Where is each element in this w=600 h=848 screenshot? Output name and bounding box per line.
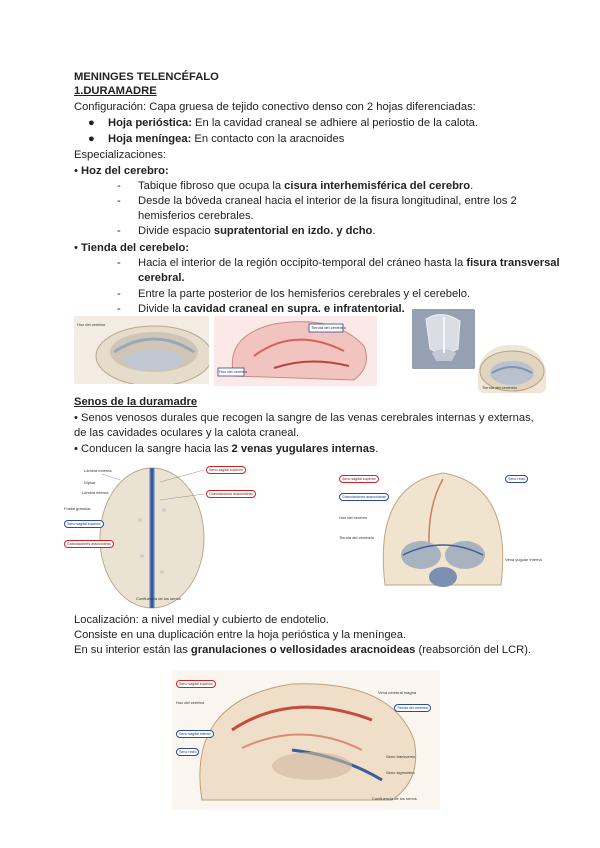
bullet-hoja-periostica: ● Hoja perióstica: En la cavidad craneal se adhiere al periostio de la calota.	[88, 117, 479, 129]
fig2-right-label-0: Seno sagital superior	[339, 475, 379, 483]
fig2-right-label-2: Hoz del cerebro	[339, 515, 368, 520]
hoz-item-3: - Divide espacio supratentorial en izdo. y dcho.	[117, 225, 376, 237]
fig2-right-label-5: Vena yugular interna	[505, 557, 542, 562]
tienda-item-3: - Divide la cavidad craneal en supra. e infratentorial.	[117, 303, 405, 315]
calota-illustration	[60, 460, 310, 610]
hoz-heading: • Hoz del cerebro:	[74, 165, 169, 177]
fig2-right-label-1: Granulaciones aracnoideas	[339, 493, 389, 501]
fig3-left-label-1: Hoz del cerebro	[176, 700, 205, 705]
fig1-label-c: Hoz del cerebro	[219, 369, 248, 374]
fig2-right-label-4: Seno recto	[505, 475, 528, 483]
fig2-left-box-2: Granulaciones aracnoideas	[64, 540, 114, 548]
figure-dura-model-photo	[412, 309, 475, 369]
hoz-item-1: - Tabique fibroso que ocupa la cisura interhemisférica del cerebro.	[117, 180, 474, 192]
sagittal-dura-illustration	[214, 316, 377, 386]
hoz-item-2: - Desde la bóveda craneal hacia el interior de la fisura longitudinal, entre los 2	[117, 195, 517, 207]
fig3-right-label-0: Vena cerebral magna	[378, 690, 417, 695]
figure-skull-open-hoz	[74, 316, 209, 384]
tienda-item-1b: cerebral.	[138, 272, 185, 284]
tienda-item-2: - Entre la parte posterior de los hemisferios cerebrales y el cerebelo.	[117, 288, 471, 300]
fig1-label-b: Tienda del cerebelo	[311, 325, 346, 330]
fig2-left-label-6: Confluencia de los senos	[136, 596, 181, 601]
fig2-left-label-5: Granulaciones aracnoideas	[206, 490, 256, 498]
fig3-right-label-1: Tienda del cerebelo	[394, 704, 431, 712]
bullet-dot: ●	[88, 133, 95, 145]
tienda-heading: • Tienda del cerebelo:	[74, 242, 190, 254]
fig2-left-label-3: Fosita granular	[64, 506, 91, 511]
fig3-right-label-2: Seno transverso	[386, 754, 416, 759]
tienda-item-1: - Hacia el interior de la región occipito-temporal del cráneo hasta la fisura transversal	[117, 257, 560, 269]
senos-line-1: • Senos venosos durales que recogen la sangre de las venas cerebrales internas y externas,	[74, 412, 534, 424]
senos-heading: Senos de la duramadre	[74, 396, 198, 408]
fig1-label-a: Hoz del cerebro	[77, 322, 106, 327]
coronal-skull-illustration	[333, 465, 548, 603]
fig3-right-label-3: Seno sigmoideo	[386, 770, 415, 775]
figure-craneo-coronal	[333, 465, 548, 603]
especializaciones-label: Especializaciones:	[74, 149, 167, 161]
fig3-left-label-0: Seno sagital superior	[176, 680, 216, 688]
fig2-left-label-0: Lámina externa	[84, 468, 112, 473]
fig2-left-box-1: Seno sagital superior	[64, 520, 104, 528]
figure-skull-tienda	[478, 345, 546, 393]
senos-line-2: de las cavidades oculares y la calota craneal.	[74, 427, 300, 439]
fig3-right-label-4: Confluencia de los senos	[372, 796, 417, 801]
fig3-left-label-2: Seno sagital inferior	[176, 730, 214, 738]
localizacion-line-2: Consiste en una duplicación entre la hoja perióstica y la meníngea.	[74, 629, 407, 641]
section-heading-duramadre: 1.DURAMADRE	[74, 85, 157, 97]
localizacion-line-3: En su interior están las granulaciones o vellosidades aracnoideas (reabsorción del LCR).	[74, 644, 532, 656]
localizacion-line-1: Localización: a nivel medial y cubierto de endotelio.	[74, 614, 329, 626]
senos-line-3: • Conducen la sangre hacia las 2 venas yugulares internas.	[74, 443, 379, 455]
fig2-right-label-3: Tienda del cerebelo	[339, 535, 374, 540]
figure-sagital-senos	[172, 670, 440, 810]
dura-model-illustration	[412, 309, 475, 369]
fig1-label-d: Tienda del cerebelo	[482, 385, 517, 390]
bullet-hoja-meningea: ● Hoja meníngea: En contacto con la aracnoides	[88, 133, 345, 145]
page-title: MENINGES TELENCÉFALO	[74, 71, 219, 83]
hoz-item-2b: hemisferios cerebrales.	[138, 210, 254, 222]
fig2-left-label-2: Lámina interna	[82, 490, 109, 495]
config-text: Configuración: Capa gruesa de tejido conectivo denso con 2 hojas diferenciadas:	[74, 101, 476, 113]
bullet-dot: ●	[88, 117, 95, 129]
fig3-left-label-3: Seno recto	[176, 748, 199, 756]
figure-sagittal-tienda	[214, 316, 377, 386]
fig2-left-label-1: Diploe	[84, 480, 96, 485]
fig2-left-label-4: Seno sagital superior	[206, 466, 246, 474]
figure-calota-superior	[60, 460, 310, 610]
